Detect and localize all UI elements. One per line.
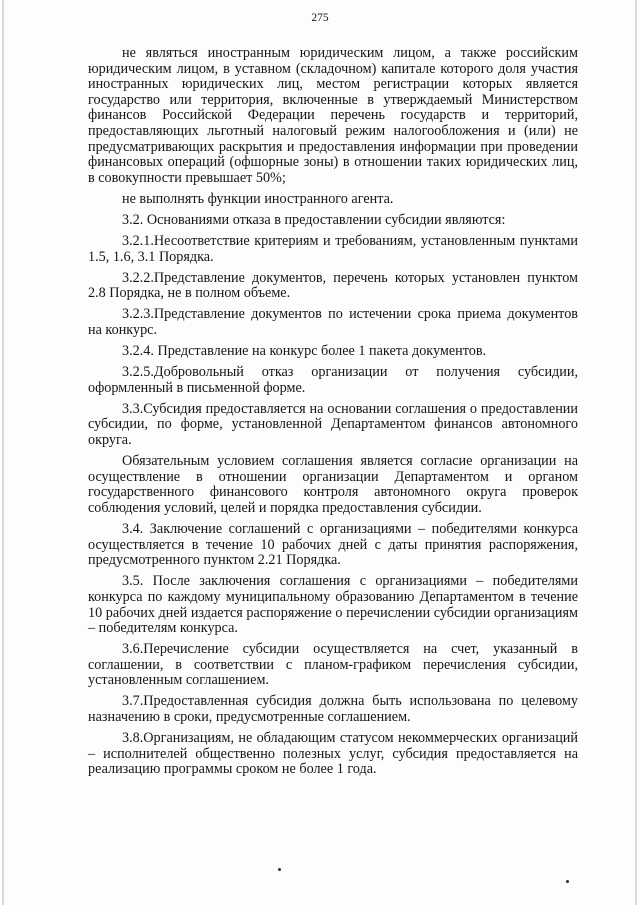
paragraph-foreign-entity-condition: не являться иностранным юридическим лицом, а также российским юридическим лицом, в уставном (складочном) капитале которого доля участия иностранных юридических лиц, местом регистрации которых является государство или территория, включенные в утверждаемый Министерством финансов Российской Федерации перечень государств и территорий, предоставляющих льготный налоговый режим налогообложения и (или) не предусматривающих раскрытия и предоставления информации при проведении финансовых операций (офшорные зоны) в отношении таких юридических лиц, в совокупности превышает 50%;: [88, 45, 578, 186]
paragraph-3-2-3: 3.2.3.Представление документов по истечении срока приема документов на конкурс.: [88, 306, 578, 338]
document-body: [88, 46, 578, 783]
scan-edge-right: [635, 0, 637, 905]
paragraph-3-2-1: 3.2.1.Несоответствие критериям и требованиям, установленным пунктами 1.5, 1.6, 3.1 Порядка.: [88, 233, 578, 265]
page-number: 275: [311, 12, 329, 24]
paragraph-3-2-4: 3.2.4. Представление на конкурс более 1 пакета документов.: [122, 343, 487, 360]
paragraph-3-6: 3.6.Перечисление субсидии осуществляется на счет, указанный в соглашении, в соответствии с планом-графиком перечисления субсидии, установленным соглашением.: [88, 641, 578, 689]
scan-speck: [566, 880, 569, 883]
paragraph-3-2-2: 3.2.2.Представление документов, перечень которых установлен пунктом 2.8 Порядка, не в полном объеме.: [88, 269, 578, 302]
paragraph-3-7: 3.7.Предоставленная субсидия должна быть использована по целевому назначению в сроки, предусмотренные соглашением.: [88, 693, 578, 726]
paragraph-3-5: 3.5. После заключения соглашения с организациями – победителями конкурса по каждому муниципальному образованию Департаментом в течение 10 рабочих дней издается распоряжение о перечислении субсидии организациям – победителям конкурса.: [88, 573, 578, 637]
scan-speck: [278, 868, 281, 871]
paragraph-mandatory-condition: Обязательным условием соглашения является согласие организации на осуществление в отношении организации Департаментом и органом государственного финансового контроля автономного округа проверок соблюдения условий, целей и порядка предоставления субсидии.: [88, 453, 578, 516]
paragraph-3-2: 3.2. Основаниями отказа в предоставлении субсидии являются:: [122, 211, 506, 228]
paragraph-3-8: 3.8.Организациям, не обладающим статусом некоммерческих организаций – исполнителей общественно полезных услуг, субсидия предоставляется на реализацию программы сроком не более 1 года.: [88, 730, 578, 778]
scan-edge-left: [2, 0, 4, 905]
paragraph-foreign-agent: не выполнять функции иностранного агента.: [122, 190, 394, 207]
paragraph-3-4: 3.4. Заключение соглашений с организациями – победителями конкурса осуществляется в течение 10 рабочих дней с даты принятия распоряжения, предусмотренного пунктом 2.21 Порядка.: [88, 521, 578, 569]
paragraph-3-2-5: 3.2.5.Добровольный отказ организации от получения субсидии, оформленный в письменной форме.: [88, 364, 578, 396]
paragraph-3-3: 3.3.Субсидия предоставляется на основании соглашения о предоставлении субсидии, по форме, установленной Департаментом финансов автономного округа.: [88, 400, 578, 449]
